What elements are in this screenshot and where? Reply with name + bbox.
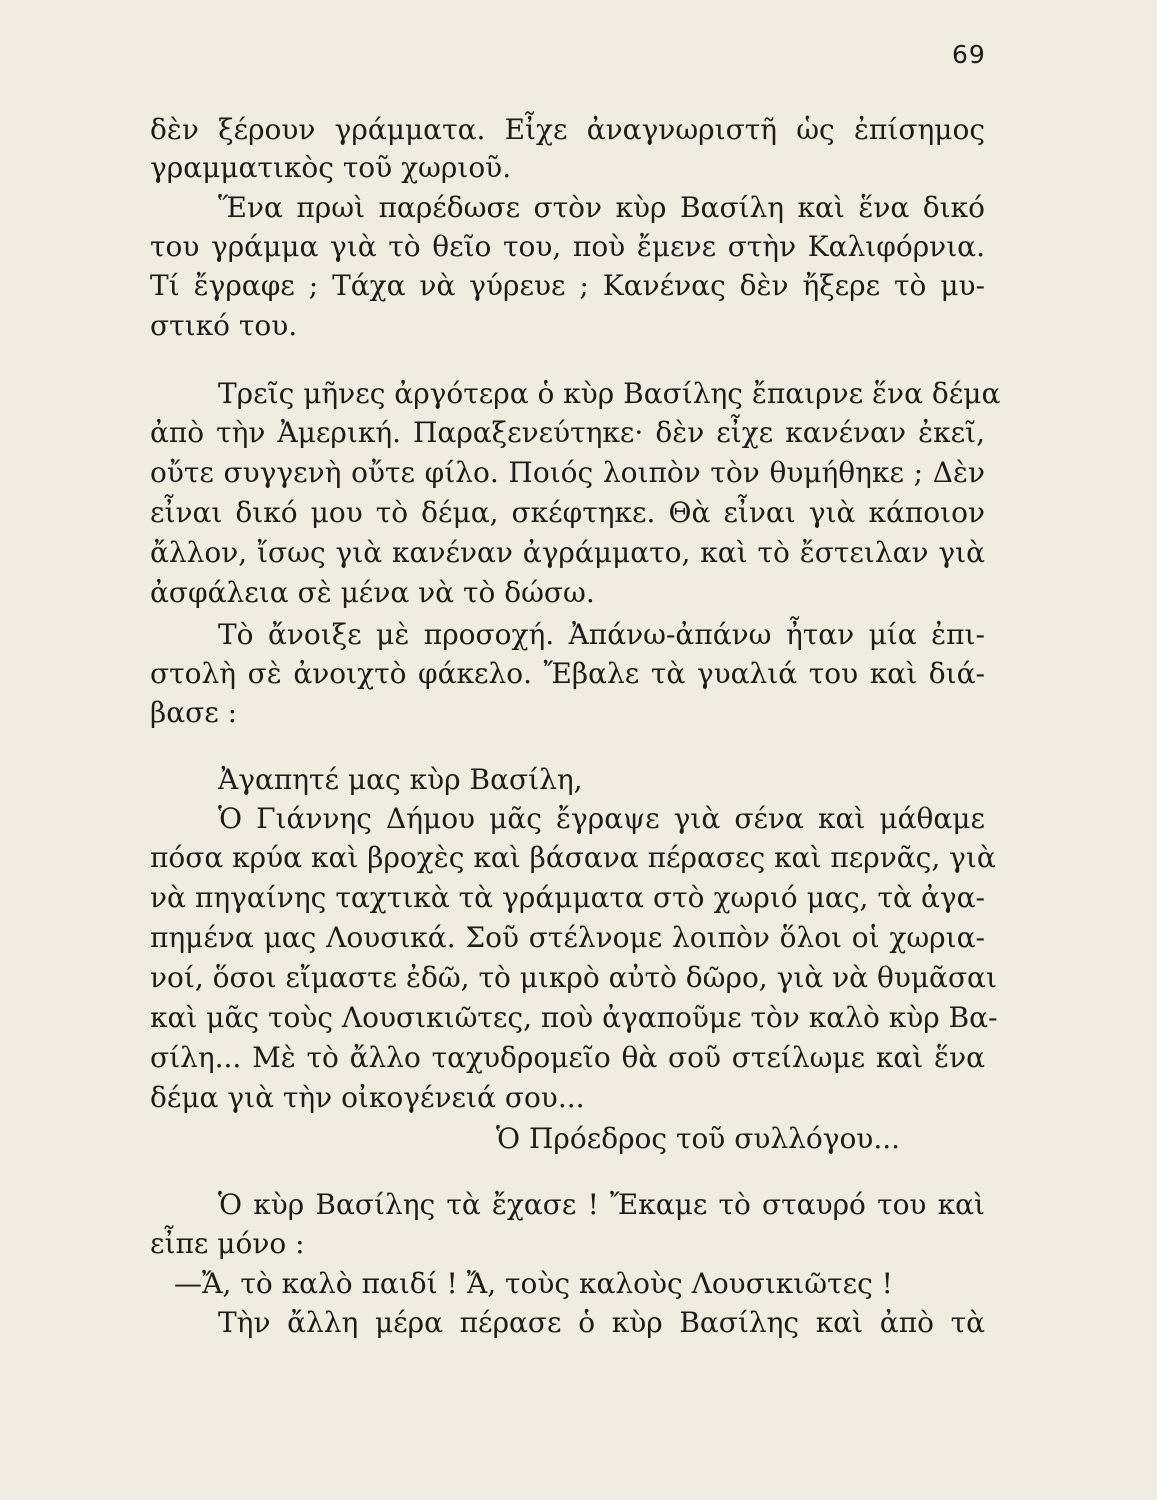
text-line: Τὸ ἄνοιξε μὲ προσοχή. Ἀπάνω-ἀπάνω ἦταν μία ἐπι-: [218, 618, 985, 651]
text-line: οὔτε συγγενὴ οὔτε φίλο. Ποιός λοιπὸν τὸν θυμήθηκε ; Δὲν: [150, 456, 985, 489]
text-line: στολὴ σὲ ἀνοιχτὸ φάκελο. Ἔβαλε τὰ γυαλιά του καὶ διά-: [150, 657, 985, 690]
text-line: δέμα γιὰ τὴν οἰκογένειά σου...: [150, 1081, 585, 1114]
text-line: εἶναι δικό μου τὸ δέμα, σκέφτηκε. Θὰ εἶναι γιὰ κάποιον: [150, 496, 985, 529]
text-line: Τὴν ἄλλη μέρα πέρασε ὁ κὺρ Βασίλης καὶ ἀπὸ τὰ: [218, 1306, 985, 1339]
text-line: Ἕνα πρωὶ παρέδωσε στὸν κὺρ Βασίλη καὶ ἕνα δικό: [218, 191, 985, 224]
text-line: ἀσφάλεια σὲ μένα νὰ τὸ δώσω.: [150, 576, 595, 609]
text-line: πόσα κρύα καὶ βροχὲς καὶ βάσανα πέρασες καὶ περνᾶς, γιὰ: [150, 841, 996, 874]
page-number: 69: [952, 40, 986, 69]
text-line: σίλη... Μὲ τὸ ἄλλο ταχυδρομεῖο θὰ σοῦ στείλωμε καὶ ἕνα: [150, 1041, 985, 1074]
text-line: ἄλλον, ἴσως γιὰ κανέναν ἀγράμματο, καὶ τὸ ἔστειλαν γιὰ: [150, 536, 985, 569]
letter-salutation: Ἀγαπητέ μας κὺρ Βασίλη,: [218, 763, 583, 796]
text-line: νοί, ὅσοι εἴμαστε ἐδῶ, τὸ μικρὸ αὐτὸ δῶρο, γιὰ νὰ θυμᾶσαι: [150, 961, 997, 994]
text-line: γραμματικὸς τοῦ χωριοῦ.: [150, 151, 512, 184]
text-line: ἀπὸ τὴν Ἀμερική. Παραξενεύτηκε· δὲν εἶχε κανέναν ἐκεῖ,: [150, 416, 985, 449]
text-line: δὲν ξέρουν γράμματα. Εἶχε ἀναγνωριστῆ ὡς ἐπίσημος: [150, 113, 985, 146]
text-line: νὰ πηγαίνης ταχτικὰ τὰ γράμματα στὸ χωριό μας, τὰ ἀγα-: [150, 881, 985, 914]
text-line: Τρεῖς μῆνες ἀργότερα ὁ κὺρ Βασίλης ἔπαιρνε ἕνα δέμα: [218, 377, 1001, 410]
text-line: Ὁ Γιάννης Δήμου μᾶς ἔγραψε γιὰ σένα καὶ μάθαμε: [218, 802, 985, 835]
text-line: βασε :: [150, 696, 238, 729]
text-line: Τί ἔγραφε ; Τάχα νὰ γύρευε ; Κανένας δὲν ἤξερε τὸ μυ-: [150, 269, 985, 302]
text-line: στικό του.: [150, 309, 298, 342]
letter-signature: Ὁ Πρόεδρος τοῦ συλλόγου...: [496, 1122, 901, 1155]
text-line: Ὁ κὺρ Βασίλης τὰ ἔχασε ! Ἔκαμε τὸ σταυρό του καὶ: [218, 1188, 985, 1221]
dialogue-line: —Ἄ, τὸ καλὸ παιδί ! Ἄ, τοὺς καλοὺς Λουσικιῶτες !: [174, 1267, 893, 1300]
text-line: πημένα μας Λουσικά. Σοῦ στέλνομε λοιπὸν ὅλοι οἱ χωρια-: [150, 921, 985, 954]
text-line: εἶπε μόνο :: [150, 1227, 305, 1260]
text-line: καὶ μᾶς τοὺς Λουσικιῶτες, ποὺ ἀγαποῦμε τὸν καλὸ κὺρ Βα-: [150, 1001, 998, 1034]
text-line: του γράμμα γιὰ τὸ θεῖο του, ποὺ ἔμενε στὴν Καλιφόρνια.: [150, 230, 985, 263]
